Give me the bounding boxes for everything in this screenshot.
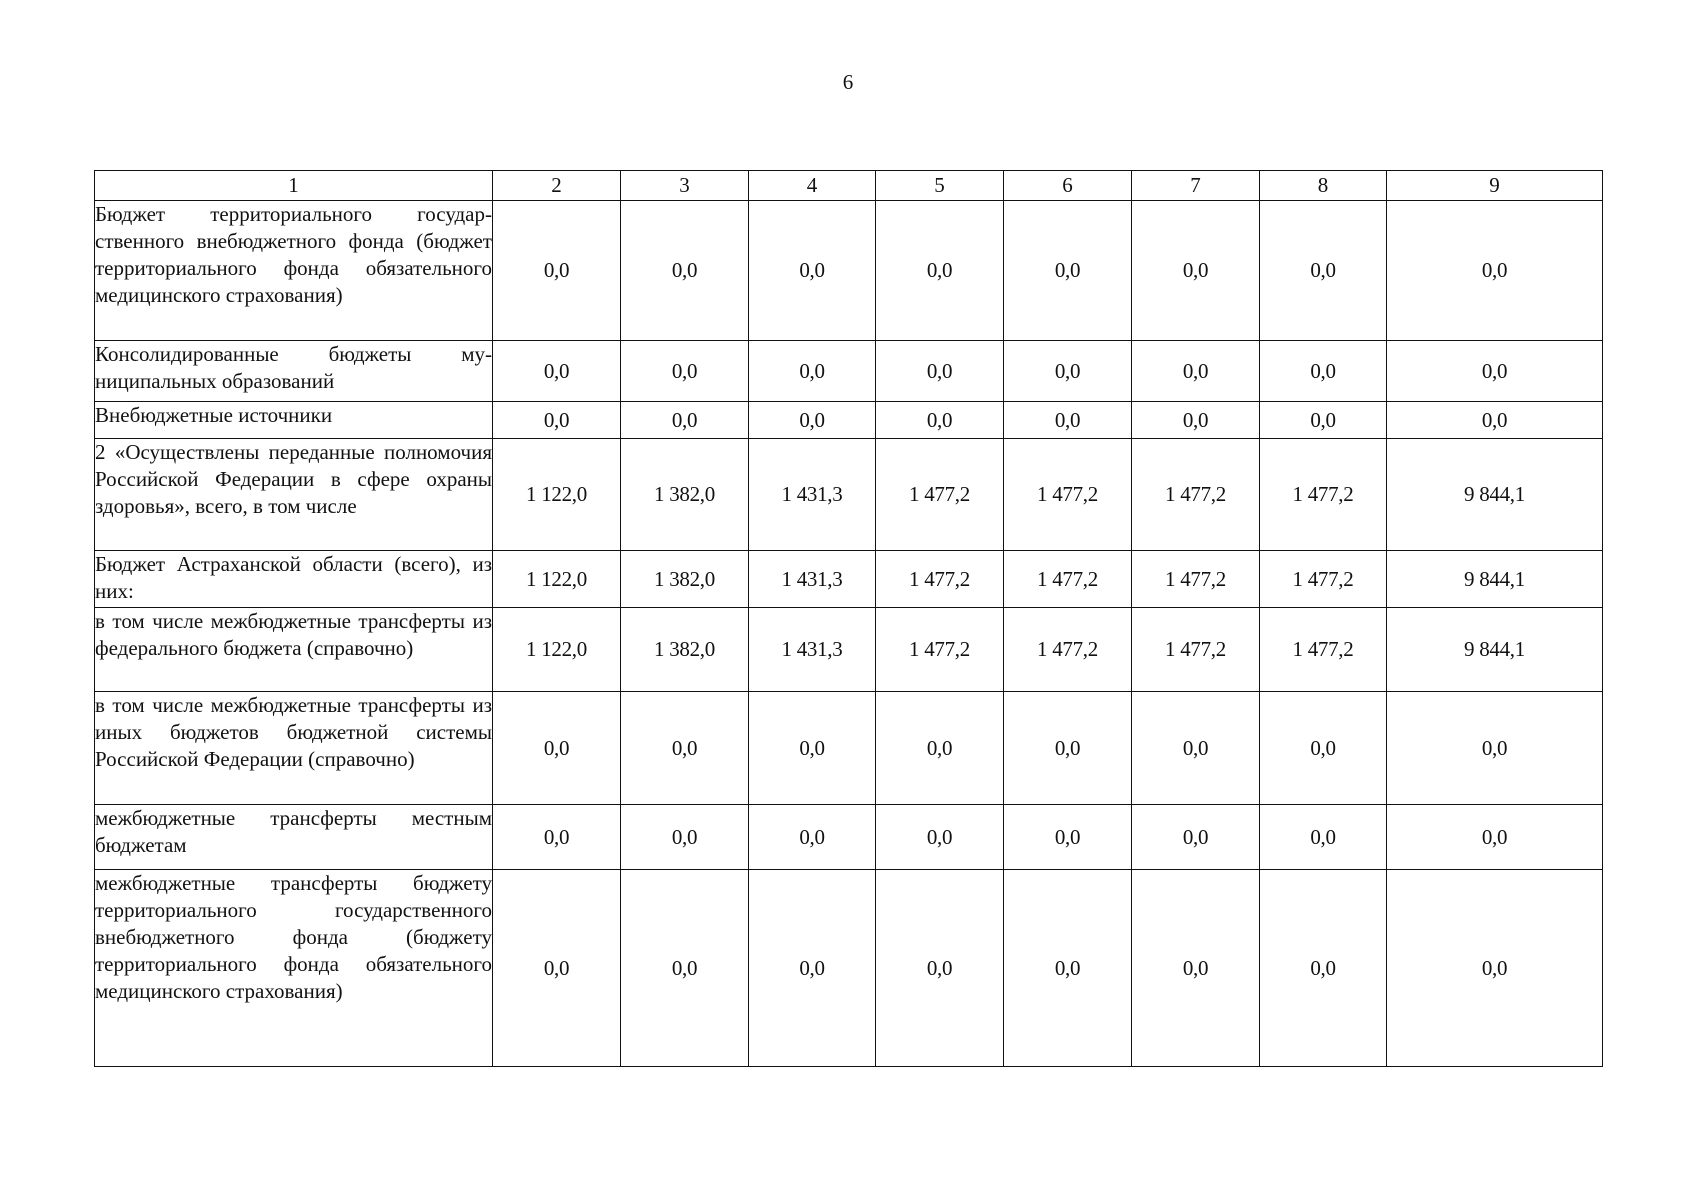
- table-cell: 1 477,2: [876, 608, 1004, 692]
- table-cell: 0,0: [493, 201, 621, 341]
- table-cell: 1 431,3: [749, 439, 876, 551]
- table-cell: 0,0: [621, 201, 749, 341]
- table-cell: 0,0: [1387, 870, 1603, 1067]
- table-cell: 0,0: [1004, 870, 1132, 1067]
- table-cell: 0,0: [1132, 402, 1260, 439]
- table-cell: 0,0: [1132, 870, 1260, 1067]
- table-cell: 1 477,2: [876, 551, 1004, 608]
- table-cell: 1 477,2: [1260, 551, 1387, 608]
- table-cell: 1 382,0: [621, 551, 749, 608]
- table-cell: 0,0: [1260, 870, 1387, 1067]
- table-cell: 1 382,0: [621, 439, 749, 551]
- table-row: [95, 692, 1603, 805]
- table-cell: 0,0: [1004, 402, 1132, 439]
- table-cell: 0,0: [749, 805, 876, 870]
- column-header: 5: [876, 171, 1004, 201]
- table-cell: 1 122,0: [493, 551, 621, 608]
- row-label: Бюджет территориального государственного внебюджетного фонда (бюджет территориального фонда обязательного медицинского страхования): [95, 201, 493, 341]
- table-cell: 0,0: [1260, 402, 1387, 439]
- table-cell: 0,0: [1004, 692, 1132, 805]
- table-cell: 0,0: [749, 402, 876, 439]
- header-row: [95, 171, 1603, 201]
- table-cell: 0,0: [1260, 341, 1387, 402]
- table-cell: 1 477,2: [1132, 439, 1260, 551]
- table-cell: 9 844,1: [1387, 608, 1603, 692]
- page-number: 6: [842, 70, 854, 94]
- table-row: [95, 608, 1603, 692]
- table-cell: 0,0: [493, 870, 621, 1067]
- table-row: [95, 402, 1603, 439]
- table-cell: 0,0: [1132, 692, 1260, 805]
- column-header: 4: [749, 171, 876, 201]
- table-cell: 0,0: [621, 341, 749, 402]
- table-cell: 0,0: [1387, 805, 1603, 870]
- table-cell: 1 477,2: [1132, 551, 1260, 608]
- table-cell: 1 477,2: [1004, 551, 1132, 608]
- row-label: в том числе межбюджетные трансферты из иных бюджетов бюджетной системы Российской Федерации (справочно): [95, 692, 493, 805]
- table-row: [95, 551, 1603, 608]
- table-cell: 0,0: [1260, 805, 1387, 870]
- table-cell: 0,0: [1387, 692, 1603, 805]
- table-cell: 1 477,2: [876, 439, 1004, 551]
- table-cell: 1 477,2: [1260, 439, 1387, 551]
- row-label: межбюджетные трансферты местным бюджетам: [95, 805, 493, 870]
- table-cell: 1 431,3: [749, 608, 876, 692]
- column-header: 6: [1004, 171, 1132, 201]
- table-cell: 0,0: [493, 692, 621, 805]
- table-cell: 0,0: [1004, 201, 1132, 341]
- table-cell: 0,0: [749, 201, 876, 341]
- row-label: 2 «Осуществлены переданные полномочия Российской Федерации в сфере охраны здоровья», всего, в том числе: [95, 439, 493, 551]
- table-cell: 0,0: [876, 870, 1004, 1067]
- column-header: 7: [1132, 171, 1260, 201]
- table-cell: 0,0: [749, 692, 876, 805]
- table-row: [95, 870, 1603, 1067]
- row-label: межбюджетные трансферты бюджету территориального государственного внебюджетного фонда (бюджету территориального фонда обязательного медицинского страхования): [95, 870, 493, 1067]
- table-cell: 0,0: [876, 341, 1004, 402]
- table-cell: 0,0: [1132, 201, 1260, 341]
- table-cell: 1 122,0: [493, 439, 621, 551]
- table-row: [95, 341, 1603, 402]
- column-header: 9: [1387, 171, 1603, 201]
- table-row: [95, 439, 1603, 551]
- row-label: Бюджет Астраханской области (всего), из них:: [95, 551, 493, 608]
- table-cell: 1 122,0: [493, 608, 621, 692]
- table-cell: 0,0: [876, 201, 1004, 341]
- table-cell: 0,0: [1260, 201, 1387, 341]
- column-header: 1: [95, 171, 493, 201]
- table-cell: 0,0: [621, 692, 749, 805]
- row-label: Консолидированные бюджеты муниципальных образований: [95, 341, 493, 402]
- table-cell: 0,0: [1260, 692, 1387, 805]
- table-cell: 0,0: [876, 805, 1004, 870]
- row-label: в том числе межбюджетные трансферты из федерального бюджета (справочно): [95, 608, 493, 692]
- table-cell: 0,0: [1132, 805, 1260, 870]
- table-cell: 1 477,2: [1260, 608, 1387, 692]
- table-cell: 1 477,2: [1004, 439, 1132, 551]
- table-cell: 0,0: [493, 805, 621, 870]
- table-cell: 0,0: [1387, 402, 1603, 439]
- table-cell: 1 431,3: [749, 551, 876, 608]
- table-cell: 0,0: [1132, 341, 1260, 402]
- table-cell: 0,0: [621, 805, 749, 870]
- table-cell: 0,0: [876, 692, 1004, 805]
- table-cell: 0,0: [1387, 341, 1603, 402]
- table-cell: 1 477,2: [1132, 608, 1260, 692]
- table-cell: 0,0: [621, 870, 749, 1067]
- table-row: [95, 201, 1603, 341]
- table-cell: 0,0: [493, 341, 621, 402]
- table-cell: 1 382,0: [621, 608, 749, 692]
- table-cell: 1 477,2: [1004, 608, 1132, 692]
- table-cell: 9 844,1: [1387, 439, 1603, 551]
- column-header: 8: [1260, 171, 1387, 201]
- table-cell: 0,0: [493, 402, 621, 439]
- table-cell: 0,0: [1387, 201, 1603, 341]
- budget-table: [94, 170, 1603, 1067]
- table-cell: 0,0: [621, 402, 749, 439]
- table-cell: 0,0: [1004, 805, 1132, 870]
- table-row: [95, 805, 1603, 870]
- table-cell: 0,0: [749, 341, 876, 402]
- column-header: 3: [621, 171, 749, 201]
- row-label: Внебюджетные источники: [95, 402, 493, 439]
- table-cell: 0,0: [876, 402, 1004, 439]
- table-cell: 0,0: [1004, 341, 1132, 402]
- column-header: 2: [493, 171, 621, 201]
- table-cell: 0,0: [749, 870, 876, 1067]
- table-cell: 9 844,1: [1387, 551, 1603, 608]
